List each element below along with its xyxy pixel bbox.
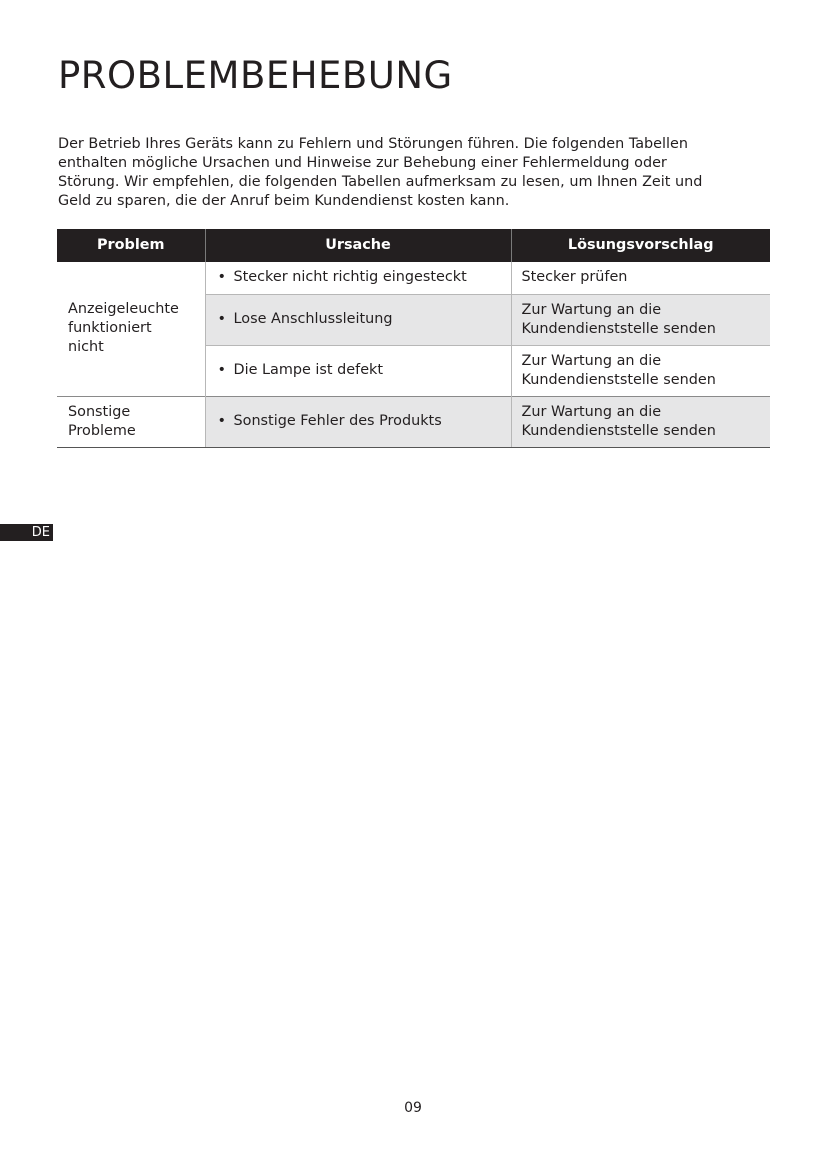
- solution-line: Zur Wartung an die: [521, 403, 662, 420]
- table-header-row: [57, 229, 770, 262]
- bullet-icon: •: [217, 269, 226, 286]
- language-label: DE: [31, 525, 50, 540]
- language-tab: [0, 524, 53, 541]
- problem-cell: [57, 262, 205, 396]
- header-solution: Lösungsvorschlag: [511, 229, 770, 262]
- cause-text: Sonstige Fehler des Produkts: [233, 413, 442, 429]
- cause-text: Stecker nicht richtig eingesteckt: [233, 269, 467, 286]
- problem-line: Sonstige: [68, 403, 131, 420]
- solution-line: Kundendienststelle senden: [521, 371, 716, 388]
- page-title: PROBLEMBEHEBUNG: [58, 54, 453, 97]
- solution-line: Kundendienststelle senden: [521, 422, 716, 439]
- solution-cell: [511, 262, 770, 294]
- cause-cell: [205, 396, 511, 447]
- cause-text: Lose Anschlussleitung: [233, 311, 393, 327]
- cause-cell: [205, 294, 511, 345]
- table-row: [57, 396, 770, 447]
- bullet-icon: •: [217, 362, 226, 378]
- problem-line: Anzeigeleuchte: [68, 301, 179, 318]
- solution-line: Stecker prüfen: [521, 269, 628, 286]
- cause-cell: [205, 345, 511, 396]
- bullet-icon: •: [217, 413, 226, 429]
- bullet-icon: •: [217, 311, 226, 327]
- intro-line: Der Betrieb Ihres Geräts kann zu Fehlern und Störungen führen. Die folgenden Tabellen: [58, 136, 689, 152]
- intro-line: Störung. Wir empfehlen, die folgenden Tabellen aufmerksam zu lesen, um Ihnen Zeit und: [58, 174, 703, 190]
- intro-line: Geld zu sparen, die der Anruf beim Kundendienst kosten kann.: [58, 193, 510, 209]
- problem-line: Probleme: [68, 422, 136, 439]
- solution-line: Kundendienststelle senden: [521, 320, 716, 337]
- problem-cell: [57, 396, 205, 447]
- troubleshooting-table: [57, 229, 770, 448]
- intro-paragraph: [58, 135, 778, 211]
- header-problem: Problem: [57, 229, 205, 262]
- cause-text: Die Lampe ist defekt: [233, 362, 384, 378]
- solution-cell: [511, 294, 770, 345]
- solution-line: Zur Wartung an die: [521, 301, 662, 318]
- page-number: 09: [404, 1100, 422, 1116]
- solution-line: Zur Wartung an die: [521, 352, 662, 369]
- cause-cell: [205, 262, 511, 294]
- table-row: [57, 262, 770, 294]
- solution-cell: [511, 396, 770, 447]
- intro-line: enthalten mögliche Ursachen und Hinweise zur Behebung einer Fehlermeldung oder: [58, 155, 667, 171]
- problem-line: funktioniert: [68, 320, 152, 337]
- header-cause: Ursache: [205, 229, 511, 262]
- problem-line: nicht: [68, 339, 104, 356]
- solution-cell: [511, 345, 770, 396]
